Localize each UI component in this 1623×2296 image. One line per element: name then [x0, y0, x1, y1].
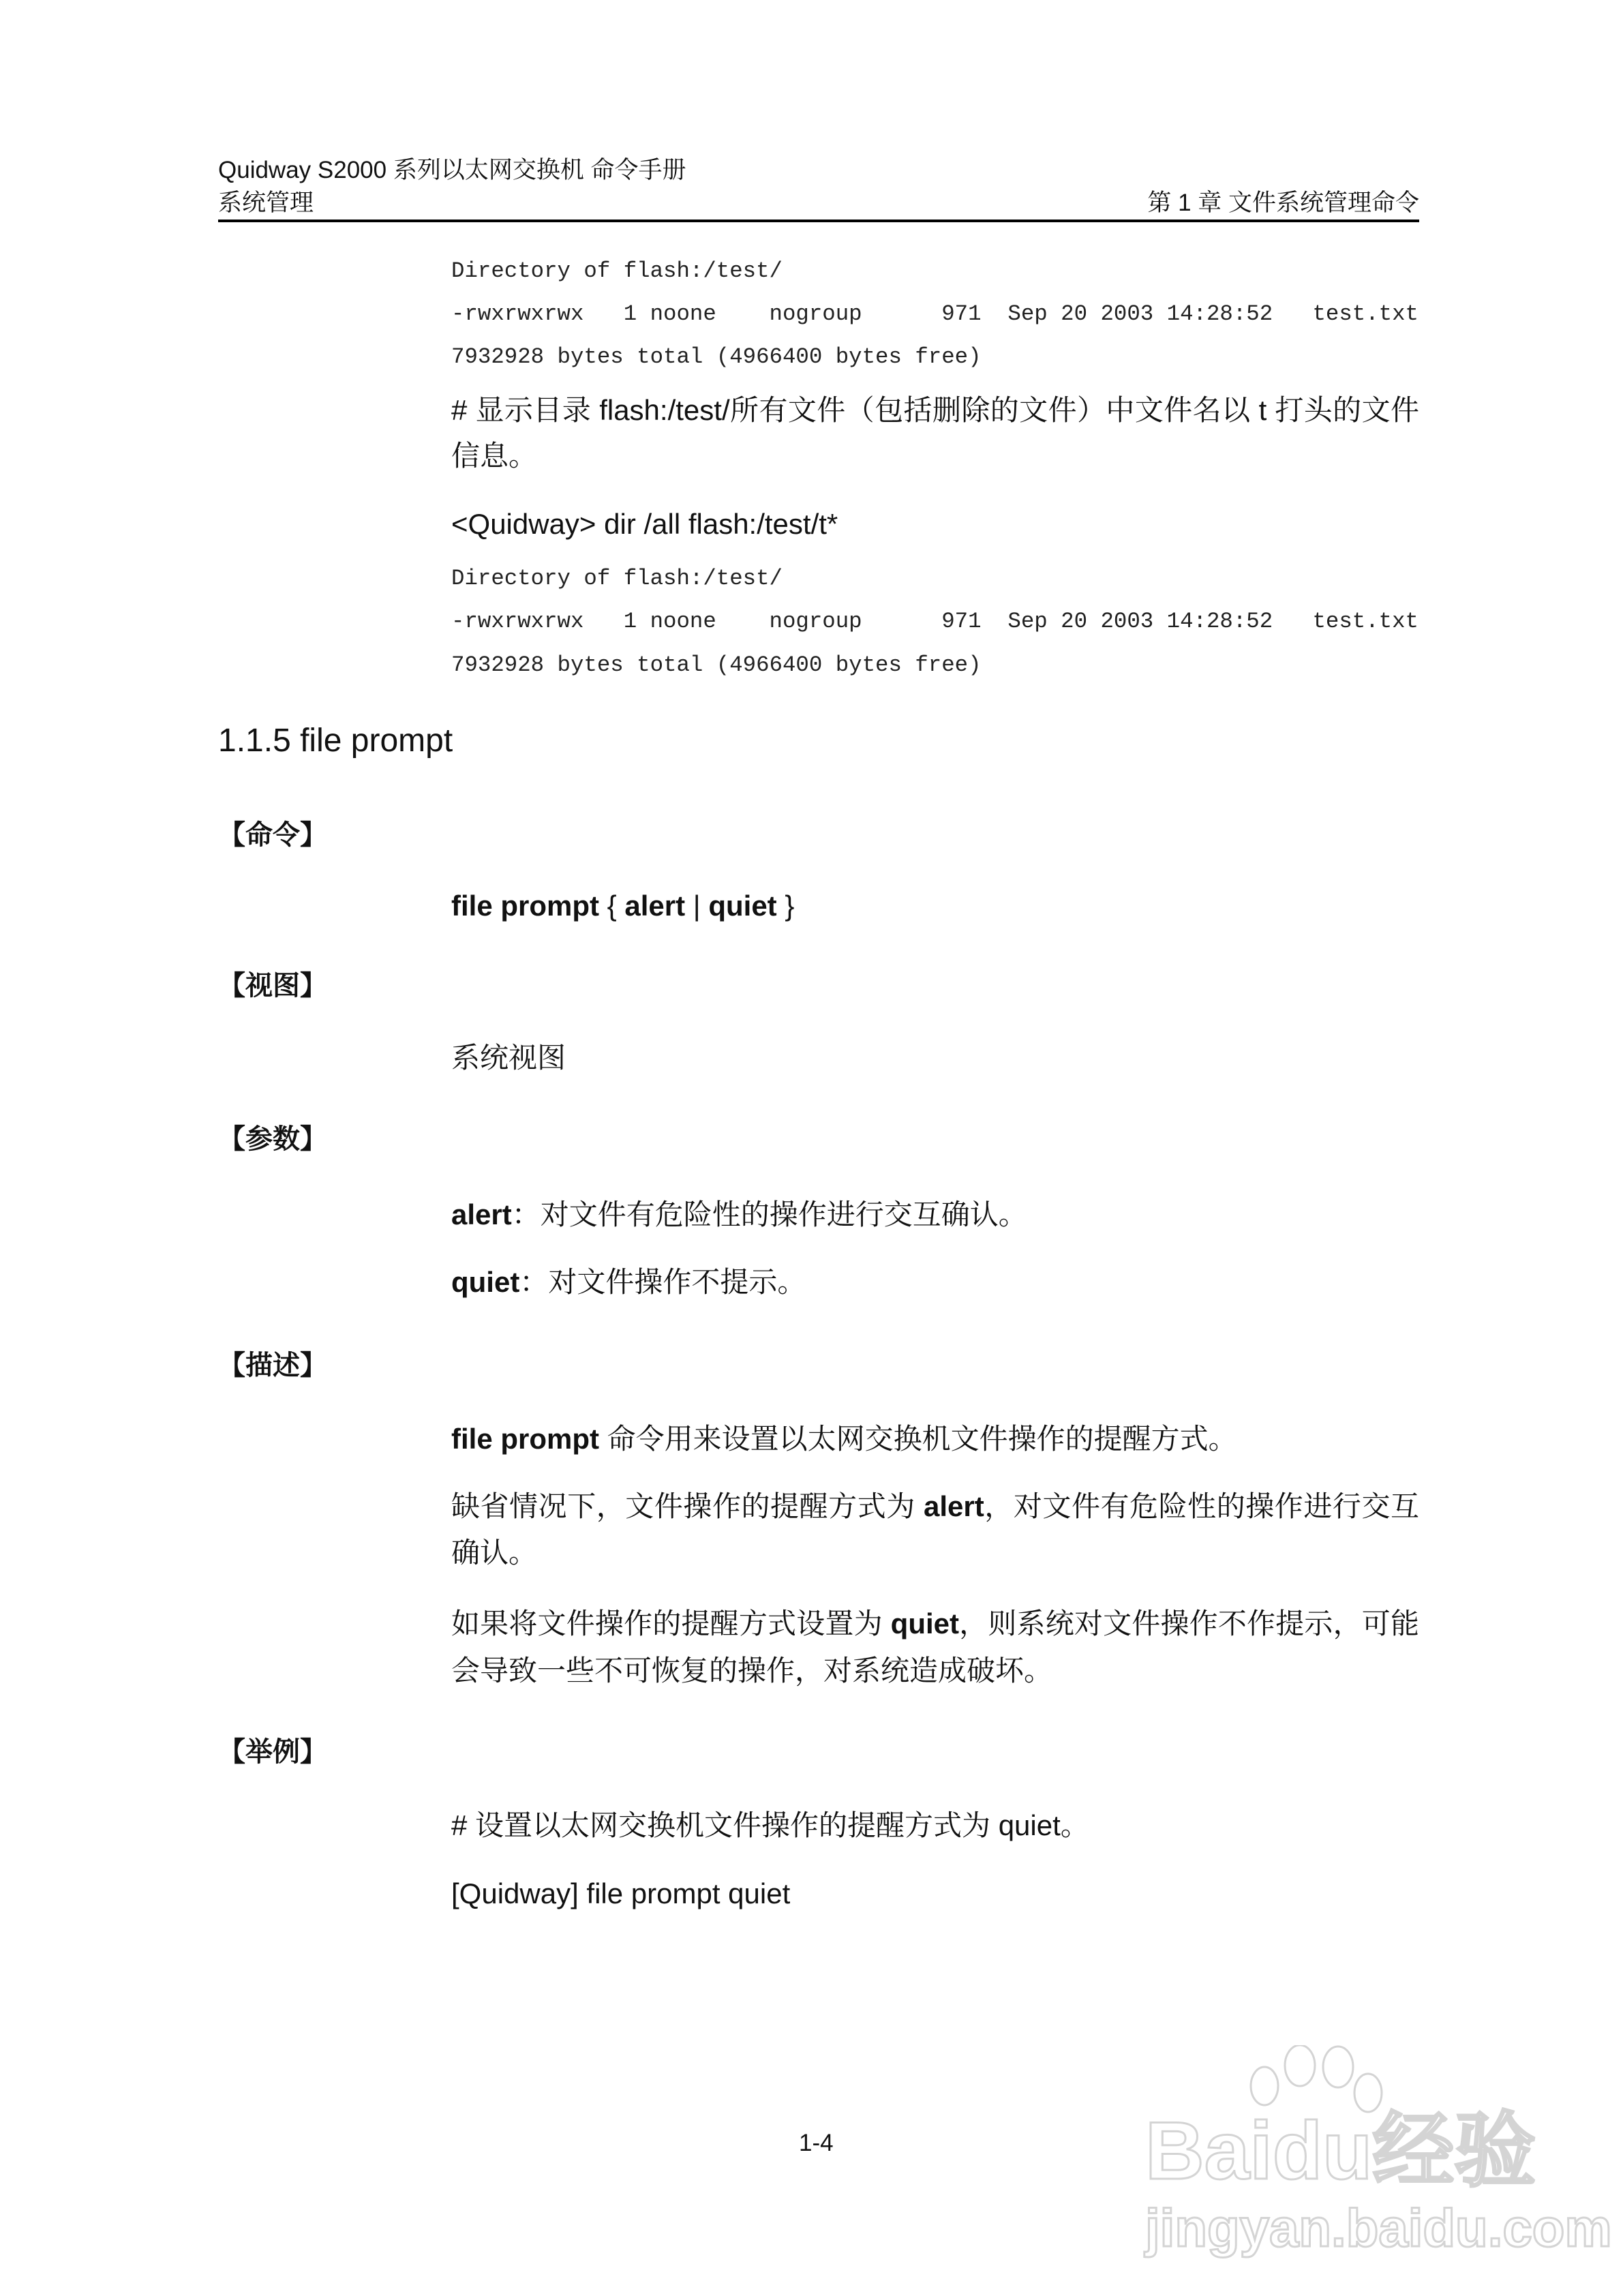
watermark-url: jingyan.baidu.com: [1145, 2198, 1612, 2258]
page-number: 1-4: [799, 2130, 834, 2156]
param-alert: [451, 1198, 1027, 1232]
syntax-brace: }: [776, 890, 795, 922]
code-total-line: 7932928 bytes total (4966400 bytes free): [451, 652, 982, 678]
param-quiet: [451, 1265, 806, 1299]
param-name: quiet: [451, 1266, 520, 1298]
syntax-opt-alert: alert: [624, 890, 686, 922]
command-syntax: [451, 889, 794, 923]
desc-para-1: [451, 1422, 1237, 1456]
code-dir-line: Directory of flash:/test/: [451, 258, 783, 284]
chapter-title: 第 1 章 文件系统管理命令: [1147, 190, 1419, 216]
code-file-line: -rwxrwxrwx 1 noone nogroup 971 Sep 20 2003 14:28:52 test.txt: [451, 301, 1419, 327]
syntax-opt-quiet: quiet: [708, 890, 777, 922]
desc-keyword: alert: [924, 1490, 984, 1522]
desc-para-2: [451, 1490, 1419, 1524]
code-dir-line: Directory of flash:/test/: [451, 566, 783, 591]
example-desc: # 设置以太网交换机文件操作的提醒方式为 quiet。: [451, 1809, 1089, 1841]
desc-keyword: quiet: [890, 1607, 959, 1640]
command-heading: 【命令】: [218, 820, 327, 850]
example-desc-line1: # 显示目录 flash:/test/所有文件（包括删除的文件）中文件名以 t 打头的文件: [451, 394, 1419, 426]
baidu-watermark: [1118, 2045, 1612, 2263]
syntax-brace: {: [599, 890, 625, 922]
desc-para-3-line2: 会导致一些不可恢复的操作，对系统造成破坏。: [451, 1655, 1053, 1687]
param-name: alert: [451, 1198, 512, 1230]
view-heading: 【视图】: [218, 971, 327, 1001]
section-heading: 1.1.5 file prompt: [218, 723, 453, 759]
syntax-sep: |: [685, 890, 709, 922]
desc-text: ，则系统对文件操作不作提示，可能: [959, 1607, 1419, 1640]
view-text: 系统视图: [451, 1042, 566, 1074]
desc-cmd: file prompt: [451, 1423, 599, 1455]
desc-para-2-line2: 确认。: [451, 1537, 538, 1569]
syntax-cmd: file prompt: [451, 890, 599, 922]
param-desc: ：对文件操作不提示。: [519, 1266, 806, 1298]
header-rule: [218, 220, 1419, 222]
desc-text: ，对文件有危险性的操作进行交互: [984, 1490, 1419, 1522]
doc-title: Quidway S2000 系列以太网交换机 命令手册: [218, 157, 686, 183]
section-name: 系统管理: [218, 190, 314, 216]
code-file-line: -rwxrwxrwx 1 noone nogroup 971 Sep 20 2003 14:28:52 test.txt: [451, 609, 1419, 634]
example-command: <Quidway> dir /all flash:/test/t*: [451, 508, 838, 540]
desc-heading: 【描述】: [218, 1350, 327, 1380]
param-desc: ：对文件有危险性的操作进行交互确认。: [511, 1198, 1027, 1230]
desc-text: 缺省情况下，文件操作的提醒方式为: [451, 1490, 924, 1522]
code-total-line: 7932928 bytes total (4966400 bytes free): [451, 344, 982, 369]
example-command: [Quidway] file prompt quiet: [451, 1877, 791, 1909]
example-desc-line2: 信息。: [451, 440, 538, 472]
desc-para-3: [451, 1607, 1419, 1641]
watermark-logo: Baidu经验: [1145, 2105, 1536, 2196]
params-heading: 【参数】: [218, 1124, 327, 1154]
desc-text: 如果将文件操作的提醒方式设置为: [451, 1607, 891, 1640]
example-heading: 【举例】: [218, 1737, 327, 1767]
desc-text: 命令用来设置以太网交换机文件操作的提醒方式。: [599, 1423, 1237, 1455]
